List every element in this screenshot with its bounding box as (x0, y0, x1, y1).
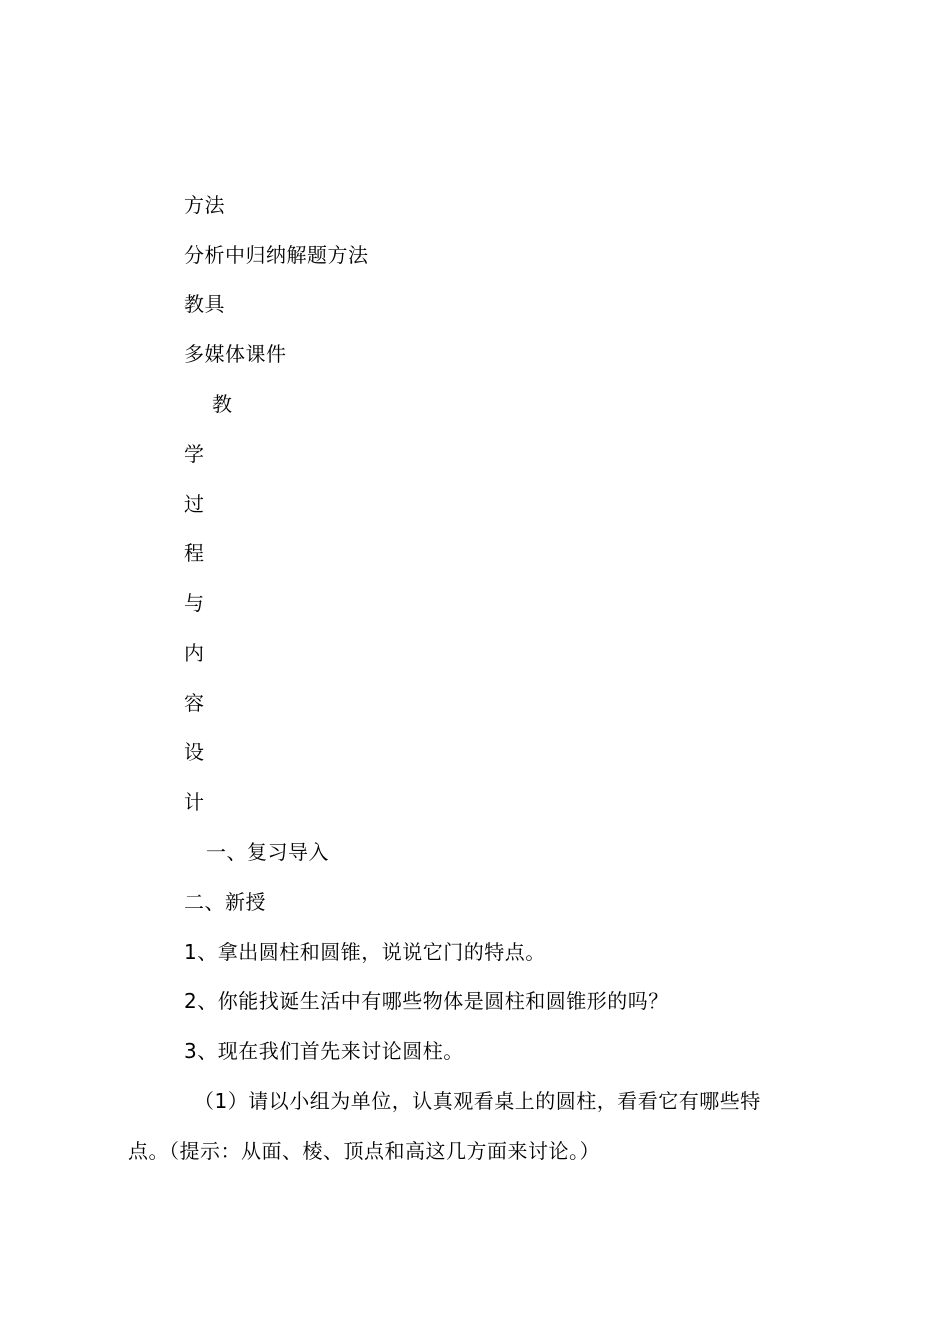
step-3: 3、现在我们首先来讨论圆柱。 (184, 1039, 464, 1063)
vertical-heading-char: 过 (184, 492, 205, 516)
vertical-heading-char: 内 (184, 641, 205, 665)
vertical-heading-char: 与 (184, 591, 205, 615)
vertical-heading-char: 设 (184, 740, 205, 764)
teaching-aids-content: 多媒体课件 (184, 342, 287, 366)
step-2: 2、你能找诞生活中有哪些物体是圆柱和圆锥形的吗？ (184, 989, 669, 1013)
step-1: 1、拿出圆柱和圆锥，说说它门的特点。 (184, 940, 546, 964)
vertical-heading-char: 计 (184, 790, 205, 814)
label-teaching-aids: 教具 (184, 292, 225, 316)
vertical-heading-char: 学 (184, 442, 205, 466)
section-review: 一、复习导入 (206, 840, 329, 864)
label-method: 方法 (184, 193, 225, 217)
vertical-heading-char: 教 (212, 392, 233, 416)
section-new-lesson: 二、新授 (184, 890, 266, 914)
sub-step-1-continued: 点。（提示：从面、棱、顶点和高这几方面来讨论。） (128, 1139, 600, 1163)
vertical-heading-char: 容 (184, 691, 205, 715)
vertical-heading-char: 程 (184, 541, 205, 565)
sub-step-1: （1）请以小组为单位，认真观看桌上的圆柱，看看它有哪些特 (194, 1089, 761, 1113)
method-content: 分析中归纳解题方法 (184, 243, 369, 267)
